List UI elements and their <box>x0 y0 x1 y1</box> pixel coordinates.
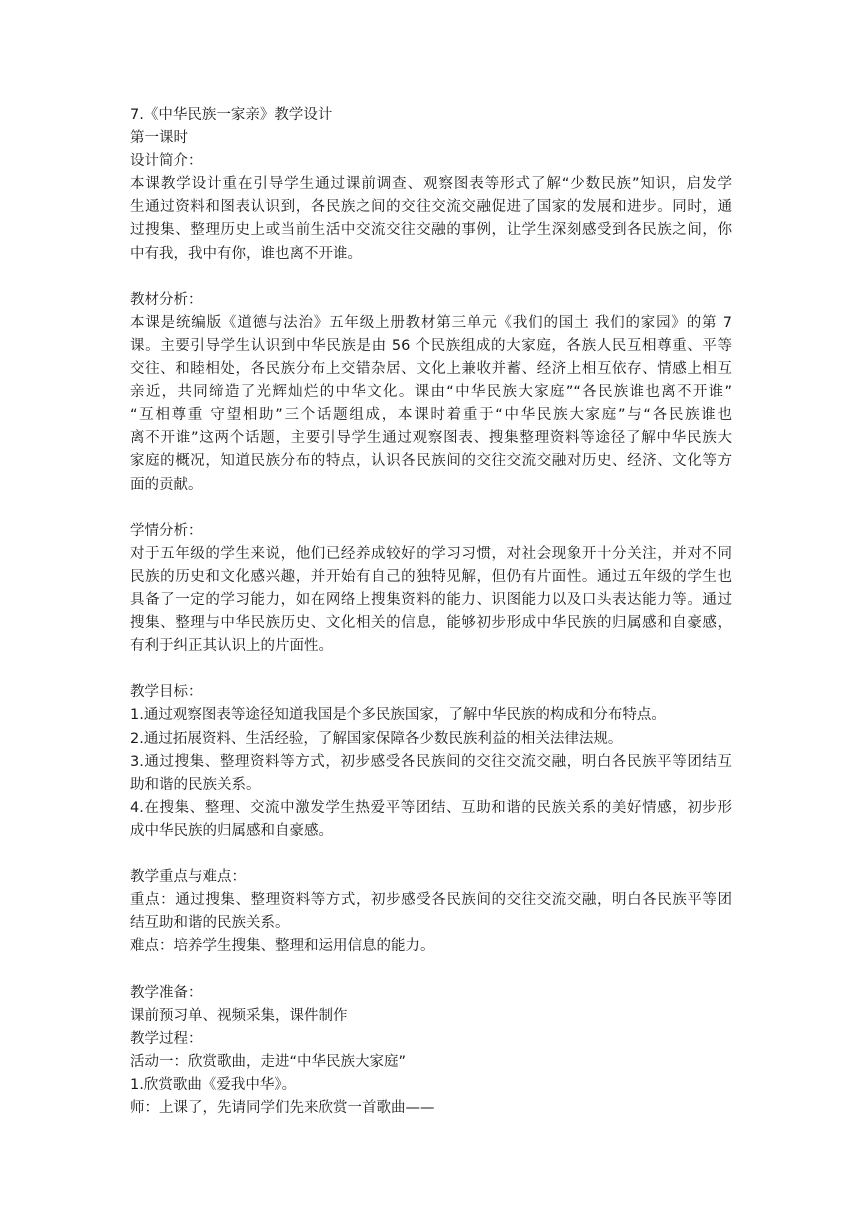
blank-line <box>130 497 732 520</box>
paragraph-line: 面的贡献。 <box>130 476 203 493</box>
preparation-line: 课前预习单、视频采集，课件制作 <box>130 1007 348 1024</box>
paragraph-line: 对于五年级的学生来说，他们已经养成较好的学习习惯，对社会现象开十分关注，并对不同 <box>130 545 732 562</box>
process-line: 师：上课了，先请同学们先来欣赏一首歌曲—— <box>130 1100 435 1117</box>
document-title: 7.《中华民族一家亲》教学设计 <box>130 107 333 123</box>
difficulty-line: 难点：培养学生搜集、整理和运用信息的能力。 <box>130 938 435 955</box>
blank-line <box>130 958 732 981</box>
key-point-line: 重点：通过搜集、整理资料等方式，初步感受各民族间的交往交流交融，明白各民族平等团 <box>130 892 732 909</box>
key-point-line: 结互助和谐的民族关系。 <box>130 915 290 932</box>
section-heading-intro: 设计简介： <box>130 153 203 170</box>
section-heading-objectives: 教学目标： <box>130 684 203 701</box>
paragraph-line: 有利于纠正其认识上的片面性。 <box>130 638 333 655</box>
paragraph-line: 具备了一定的学习能力，如在网络上搜集资料的能力、识图能力以及口头表达能力等。通过 <box>130 591 732 608</box>
paragraph-line: 生通过资料和图表认识到，各民族之间的交往交流交融促进了国家的发展和进步。同时，通 <box>130 199 732 216</box>
process-step: 1.欣赏歌曲《爱我中华》。 <box>130 1076 297 1093</box>
activity-title: 活动一：欣赏歌曲，走进“中华民族大家庭” <box>130 1053 407 1070</box>
section-heading-preparation: 教学准备： <box>130 984 203 1001</box>
section-heading-key-points: 教学重点与难点： <box>130 869 246 886</box>
objective-item: 4.在搜集、整理、交流中激发学生热爱平等团结、互助和谐的民族关系的美好情感，初步形 <box>130 799 732 816</box>
paragraph-line: 离不开谁”这两个话题，主要引导学生通过观察图表、搜集整理资料等途径了解中华民族大 <box>130 430 732 447</box>
paragraph-line: 课。主要引导学生认识到中华民族是由 56 个民族组成的大家庭，各族人民互相尊重、平等 <box>130 337 732 354</box>
section-heading-students: 学情分析： <box>130 522 203 539</box>
objective-item-continued: 成中华民族的归属感和自豪感。 <box>130 822 333 839</box>
blank-line <box>130 843 732 866</box>
objective-item-continued: 助和谐的民族关系。 <box>130 776 261 793</box>
paragraph-line: 民族的历史和文化感兴趣，并开始有自己的独特见解，但仍有片面性。通过五年级的学生也 <box>130 568 732 585</box>
paragraph-line: “互相尊重 守望相助”三个话题组成，本课时着重于“中华民族大家庭”与“各民族谁也 <box>130 407 732 424</box>
paragraph-line: 家庭的概况，知道民族分布的特点，认识各民族间的交往交流交融对历史、经济、文化等方 <box>130 453 732 470</box>
paragraph-line: 本课教学设计重在引导学生通过课前调查、观察图表等形式了解“少数民族”知识，启发学 <box>130 176 732 193</box>
paragraph-line: 中有我，我中有你，谁也离不开谁。 <box>130 245 362 262</box>
objective-item: 3.通过搜集、整理资料等方式，初步感受各民族间的交往交流交融，明白各民族平等团结互 <box>130 753 732 770</box>
lesson-label: 第一课时 <box>130 130 188 147</box>
paragraph-line: 亲近，共同缔造了光辉灿烂的中华文化。课由“中华民族大家庭”“各民族谁也离不开谁” <box>130 384 732 401</box>
paragraph-line: 交往、和睦相处，各民族分布上交错杂居、文化上兼收并蓄、经济上相互依存、情感上相互 <box>130 361 732 378</box>
blank-line <box>130 266 732 289</box>
paragraph-line: 本课是统编版《道德与法治》五年级上册教材第三单元《我们的国土 我们的家园》的第 7 <box>130 314 732 331</box>
paragraph-line: 搜集、整理与中华民族历史、文化相关的信息，能够初步形成中华民族的归属感和自豪感， <box>130 615 732 632</box>
objective-item: 1.通过观察图表等途径知道我国是个多民族国家，了解中华民族的构成和分布特点。 <box>130 707 666 724</box>
section-heading-textbook: 教材分析： <box>130 291 203 308</box>
objective-item: 2.通过拓展资料、生活经验，了解国家保障各少数民族利益的相关法律法规。 <box>130 730 623 747</box>
paragraph-line: 过搜集、整理历史上或当前生活中交流交往交融的事例，让学生深刻感受到各民族之间，你 <box>130 222 732 239</box>
section-heading-process: 教学过程： <box>130 1030 203 1047</box>
blank-line <box>130 658 732 681</box>
